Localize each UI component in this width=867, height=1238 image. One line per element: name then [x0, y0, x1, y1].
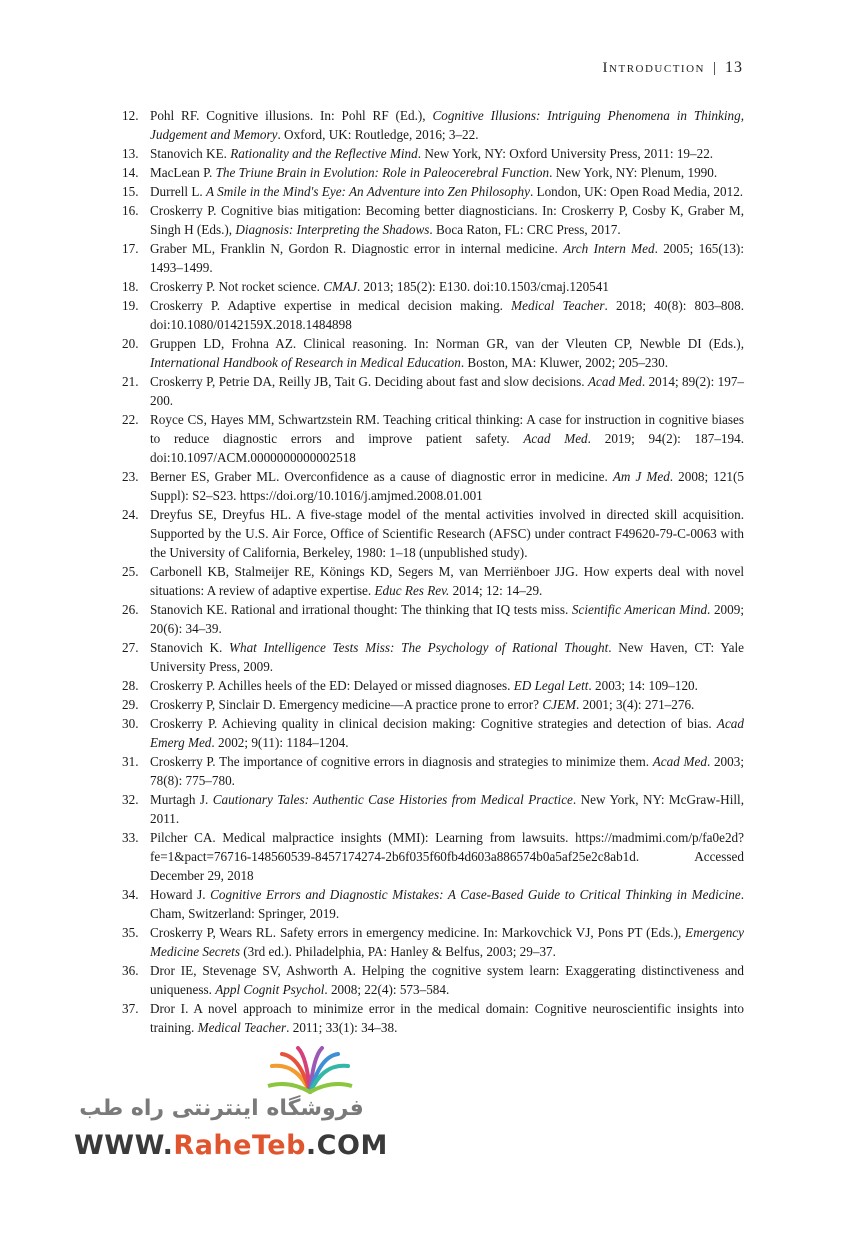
reference-text: . 2003; 14: 109–120.	[588, 678, 698, 693]
reference-text: . New York, NY: McGraw-Hill, 2011.	[150, 792, 744, 826]
reference-number: 12.	[122, 108, 139, 123]
reference-text: . New York, NY: Plenum, 1990.	[549, 165, 718, 180]
reference-item	[122, 144, 744, 163]
reference-text: Dror I. A novel approach to minimize error in the medical domain: Cognitive neuroscientific insights into training.	[150, 1001, 744, 1035]
reference-item	[122, 790, 744, 828]
reference-title: Scientific American Mind	[571, 602, 708, 617]
reference-text: . 2008; 22(4): 573–584.	[324, 982, 450, 997]
reference-title: Medical Teacher	[511, 298, 605, 313]
reference-text: . 2003; 78(8): 775–780.	[150, 754, 745, 788]
reference-text: . 2011; 33(1): 34–38.	[286, 1020, 398, 1035]
reference-text: Gruppen LD, Frohna AZ. Clinical reasoning. In: Norman GR, van der Vleuten CP, Newble DI (Eds.),	[150, 336, 744, 351]
reference-text: Dreyfus SE, Dreyfus HL. A five-stage model of the mental activities involved in directed skill acquisition. Supported by the U.S. Air Force, Office of Scientific Research (AFSC) under contract F49620-79-C-0063 with the University of California, Berkeley, 1980: 1–18 (unpublished study).	[150, 507, 744, 560]
reference-text: . New Haven, CT: Yale University Press, 2009.	[150, 640, 744, 674]
reference-text: Durrell L.	[150, 184, 207, 199]
reference-item	[122, 695, 744, 714]
reference-text: . 2013; 185(2): E130. doi:10.1503/cmaj.120541	[356, 279, 609, 294]
reference-text: . Oxford, UK: Routledge, 2016; 3–22.	[277, 127, 479, 142]
reference-title: Am J Med	[612, 469, 670, 484]
reference-text: Berner ES, Graber ML. Overconfidence as a cause of diagnostic error in medicine.	[150, 469, 613, 484]
reference-title: Emergency Medicine Secrets	[150, 925, 744, 959]
reference-number: 37.	[122, 1001, 139, 1016]
reference-title: Acad Med	[587, 374, 642, 389]
reference-number: 14.	[122, 165, 139, 180]
reference-text: . 2005; 165(13): 1493–1499.	[150, 241, 744, 275]
reference-text: . 2002; 9(11): 1184–1204.	[211, 735, 349, 750]
reference-number: 27.	[122, 640, 139, 655]
reference-item	[122, 676, 744, 695]
reference-number: 26.	[122, 602, 139, 617]
reference-title: Educ Res Rev.	[374, 583, 450, 598]
reference-text: Howard J.	[150, 887, 211, 902]
reference-number: 24.	[122, 507, 139, 522]
reference-text: Carbonell KB, Stalmeijer RE, Könings KD, Segers M, van Merriënboer JJG. How experts deal with novel situations: A review of adaptive expertise.	[150, 564, 744, 598]
reference-list	[122, 106, 744, 1037]
reference-text: Stanovich KE. Rational and irrational thought: The thinking that IQ tests miss.	[150, 602, 572, 617]
reference-text: Croskerry P, Sinclair D. Emergency medicine—A practice prone to error?	[150, 697, 543, 712]
reference-item	[122, 467, 744, 505]
reference-item	[122, 600, 744, 638]
watermark-url	[74, 1130, 388, 1161]
page-number: 13	[725, 59, 743, 76]
reference-title: Cognitive Illusions: Intriguing Phenomena in Thinking, Judgement and Memory	[150, 108, 745, 142]
reference-text: . 2008; 121(5 Suppl): S2–S23. https://doi.org/10.1016/j.amjmed.2008.01.001	[150, 469, 744, 503]
reference-text: Pohl RF. Cognitive illusions. In: Pohl RF (Ed.),	[150, 108, 433, 123]
reference-item	[122, 372, 744, 410]
reference-text: . 2009; 20(6): 34–39.	[150, 602, 744, 636]
reference-item	[122, 923, 744, 961]
reference-text: Stanovich K.	[150, 640, 229, 655]
reference-text: . 2018; 40(8): 803–808. doi:10.1080/0142159X.2018.1484898	[150, 298, 744, 332]
reference-text: . Boca Raton, FL: CRC Press, 2017.	[429, 222, 621, 237]
reference-text: MacLean P.	[150, 165, 216, 180]
reference-title: Cognitive Errors and Diagnostic Mistakes: A Case-Based Guide to Critical Thinking in Medicine	[210, 887, 741, 902]
reference-item	[122, 562, 744, 600]
reference-number: 30.	[122, 716, 139, 731]
reference-text: Croskerry P. Achieving quality in clinical decision making: Cognitive strategies and detection of bias.	[150, 716, 717, 731]
reference-text: Pilcher CA. Medical malpractice insights (MMI): Learning from lawsuits. https://madmimi.com/p/fa0e2d?fe=1&pact=76716-148560539-8457174274-2b6f035f60fb4d603a886574b0a5af25e2c8ab1d. Accessed December 29, 2018	[150, 830, 744, 883]
reference-title: ED Legal Lett	[513, 678, 589, 693]
reference-title: Acad Emerg Med	[150, 716, 744, 750]
reference-number: 36.	[122, 963, 139, 978]
reference-item	[122, 410, 744, 467]
reference-text: Stanovich KE.	[150, 146, 231, 161]
reference-number: 35.	[122, 925, 139, 940]
reference-text: (3rd ed.). Philadelphia, PA: Hanley & Belfus, 2003; 29–37.	[239, 944, 556, 959]
reference-number: 18.	[122, 279, 139, 294]
reference-text: Croskerry P. The importance of cognitive errors in diagnosis and strategies to minimize them.	[150, 754, 653, 769]
reference-number: 29.	[122, 697, 139, 712]
book-rainbow-icon	[262, 1046, 358, 1096]
reference-text: Dror IE, Stevenage SV, Ashworth A. Helping the cognitive system learn: Exaggerating distinctiveness and uniqueness.	[150, 963, 744, 997]
reference-text: . 2001; 3(4): 271–276.	[576, 697, 695, 712]
reference-text: Croskerry P, Wears RL. Safety errors in emergency medicine. In: Markovchick VJ, Pons PT (Eds.),	[150, 925, 686, 940]
reference-number: 34.	[122, 887, 139, 902]
reference-title: CMAJ	[323, 279, 357, 294]
reference-title: Acad Med	[523, 431, 588, 446]
reference-item	[122, 961, 744, 999]
reference-title: What Intelligence Tests Miss: The Psychology of Rational Thought	[229, 640, 609, 655]
reference-number: 13.	[122, 146, 139, 161]
reference-number: 17.	[122, 241, 139, 256]
reference-number: 31.	[122, 754, 139, 769]
reference-number: 25.	[122, 564, 139, 579]
reference-title: Appl Cognit Psychol	[215, 982, 325, 997]
section-title: Introduction	[602, 59, 705, 76]
reference-text: . Boston, MA: Kluwer, 2002; 205–230.	[460, 355, 669, 370]
reference-item	[122, 752, 744, 790]
reference-number: 20.	[122, 336, 139, 351]
reference-item	[122, 106, 744, 144]
reference-title: Medical Teacher	[197, 1020, 287, 1035]
reference-number: 16.	[122, 203, 139, 218]
reference-number: 33.	[122, 830, 139, 845]
reference-text: Croskerry P. Not rocket science.	[150, 279, 324, 294]
reference-text: 2014; 12: 14–29.	[449, 583, 543, 598]
reference-title: CJEM	[542, 697, 577, 712]
watermark-persian-text: فروشگاه اینترنتی راه طب	[79, 1096, 364, 1121]
reference-title: Acad Med	[652, 754, 707, 769]
reference-text: . 2019; 94(2): 187–194. doi:10.1097/ACM.0000000000002518	[150, 431, 744, 465]
reference-item	[122, 999, 744, 1037]
reference-item	[122, 885, 744, 923]
reference-item	[122, 505, 744, 562]
reference-item	[122, 296, 744, 334]
reference-item	[122, 201, 744, 239]
reference-item	[122, 182, 744, 201]
reference-number: 32.	[122, 792, 139, 807]
reference-item	[122, 277, 744, 296]
reference-item	[122, 163, 744, 182]
reference-item	[122, 638, 744, 676]
reference-text: Croskerry P. Achilles heels of the ED: Delayed or missed diagnoses.	[150, 678, 514, 693]
url-prefix: WWW.	[74, 1130, 174, 1161]
reference-item	[122, 828, 744, 885]
reference-title: Rationality and the Reflective Mind	[230, 146, 418, 161]
reference-text: Croskerry P. Cognitive bias mitigation: Becoming better diagnosticians. In: Croskerry P, Cosby K, Graber M, Singh H (Eds.),	[150, 203, 744, 237]
reference-title: International Handbook of Research in Medical Education	[150, 355, 461, 370]
reference-number: 28.	[122, 678, 139, 693]
reference-text: Murtagh J.	[150, 792, 213, 807]
reference-title: Arch Intern Med	[563, 241, 655, 256]
reference-number: 19.	[122, 298, 139, 313]
reference-title: The Triune Brain in Evolution: Role in Paleocerebral Function	[215, 165, 550, 180]
url-suffix: .COM	[305, 1130, 388, 1161]
reference-item	[122, 714, 744, 752]
reference-text: . 2014; 89(2): 197–200.	[150, 374, 745, 408]
reference-number: 23.	[122, 469, 139, 484]
reference-number: 22.	[122, 412, 139, 427]
header-separator: |	[712, 59, 717, 76]
reference-text: . New York, NY: Oxford University Press, 2011: 19–22.	[417, 146, 714, 161]
reference-text: Graber ML, Franklin N, Gordon R. Diagnostic error in internal medicine.	[150, 241, 564, 256]
reference-text: Croskerry P. Adaptive expertise in medical decision making.	[150, 298, 512, 313]
reference-title: A Smile in the Mind's Eye: An Adventure into Zen Philosophy	[206, 184, 530, 199]
watermark-logo	[74, 1046, 388, 1166]
url-brand: RaheTeb	[173, 1130, 306, 1161]
reference-title: Diagnosis: Interpreting the Shadows	[235, 222, 430, 237]
reference-text: . London, UK: Open Road Media, 2012.	[529, 184, 744, 199]
reference-text: Royce CS, Hayes MM, Schwartzstein RM. Teaching critical thinking: A case for instruction in cognitive biases to reduce diagnostic errors and improve patient safety.	[150, 412, 744, 446]
reference-item	[122, 334, 744, 372]
reference-item	[122, 239, 744, 277]
reference-title: Cautionary Tales: Authentic Case Histories from Medical Practice	[212, 792, 573, 807]
reference-text: Croskerry P, Petrie DA, Reilly JB, Tait G. Deciding about fast and slow decisions.	[150, 374, 588, 389]
running-header	[603, 59, 743, 77]
reference-text: . Cham, Switzerland: Springer, 2019.	[150, 887, 744, 921]
reference-number: 15.	[122, 184, 139, 199]
reference-number: 21.	[122, 374, 139, 389]
